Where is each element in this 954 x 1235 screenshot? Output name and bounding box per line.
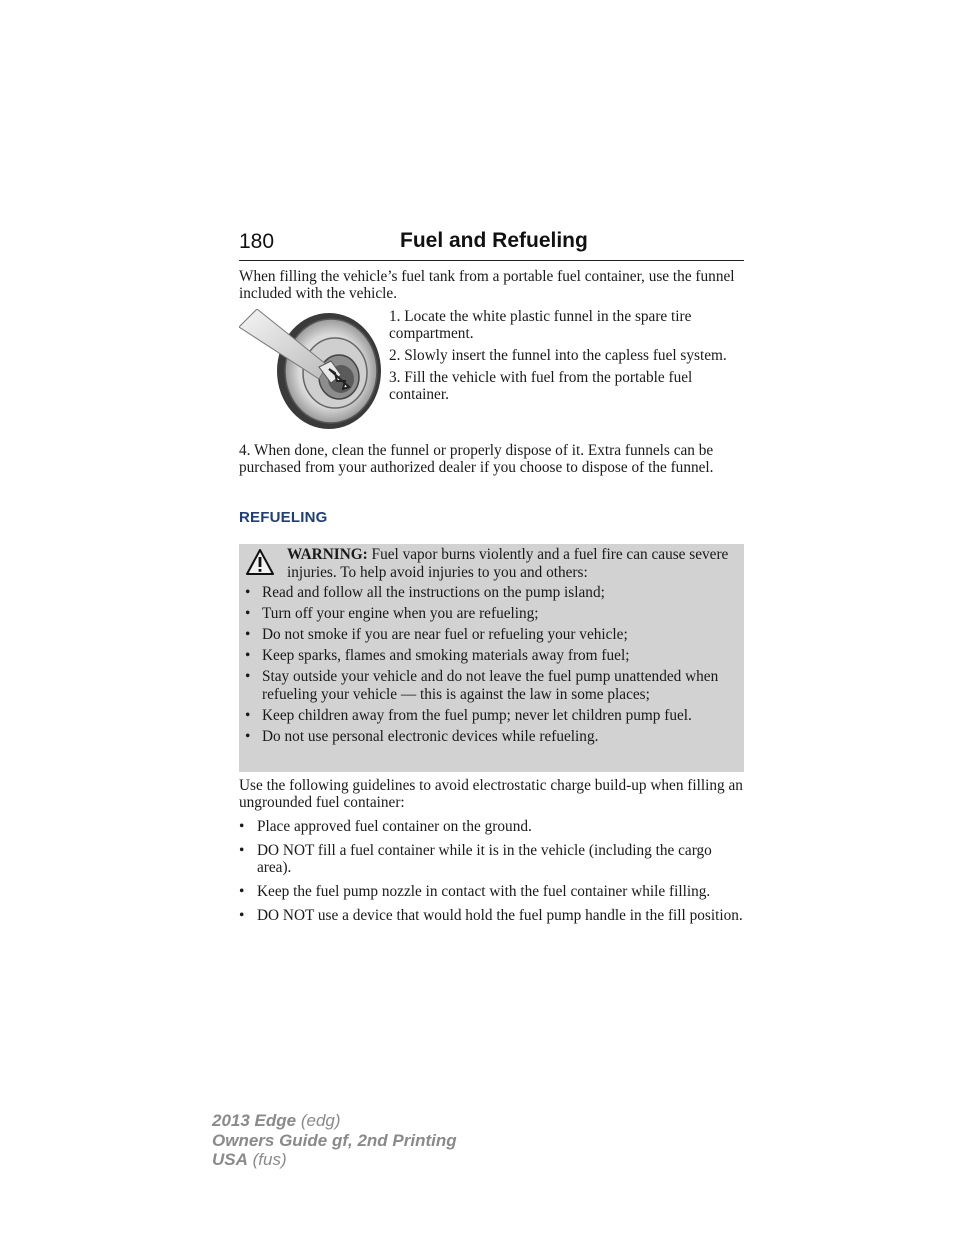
page-header <box>239 228 744 261</box>
footer-line-2: Owners Guide gf, 2nd Printing <box>212 1130 457 1150</box>
guideline-item: • Keep the fuel pump nozzle in contact with the fuel container while filling. <box>239 883 711 900</box>
bullet: • <box>239 842 245 859</box>
warning-item: • Turn off your engine when you are refueling; <box>245 605 539 622</box>
step-3: 3. Fill the vehicle with fuel from the portable fuel container. <box>389 369 693 403</box>
warning-item: • Keep sparks, flames and smoking materials away from fuel; <box>245 647 630 664</box>
bullet: • <box>245 626 251 643</box>
bullet: • <box>245 647 251 664</box>
bullet: • <box>239 883 245 900</box>
warning-triangle-icon <box>245 548 275 576</box>
footer-line-3: USA (fus) <box>212 1150 287 1169</box>
bullet: • <box>239 818 245 835</box>
warning-item: • Read and follow all the instructions on the pump island; <box>245 584 605 601</box>
step-4-paragraph: 4. When done, clean the funnel or properly dispose of it. Extra funnels can be purchased from your authorized dealer if you choose to dispose of the funnel. <box>239 442 714 476</box>
step-2: 2. Slowly insert the funnel into the capless fuel system. <box>389 347 727 364</box>
warning-item: • Do not smoke if you are near fuel or refueling your vehicle; <box>245 626 628 643</box>
page-footer <box>212 1111 457 1170</box>
bullet: • <box>245 668 251 685</box>
warning-box <box>239 544 744 772</box>
funnel-steps <box>389 308 744 408</box>
guidelines-list <box>239 818 744 931</box>
refueling-heading: REFUELING <box>239 509 328 526</box>
warning-item: • Do not use personal electronic devices while refueling. <box>245 728 599 745</box>
guidelines-intro: Use the following guidelines to avoid electrostatic charge build-up when filling an ungrounded fuel container: <box>239 777 743 811</box>
bullet: • <box>245 605 251 622</box>
bullet: • <box>245 584 251 601</box>
warning-item: • Stay outside your vehicle and do not leave the fuel pump unattended when refueling your vehicle — this is against the law in some places; <box>245 668 719 703</box>
guideline-item: • DO NOT use a device that would hold the fuel pump handle in the fill position. <box>239 907 743 924</box>
warning-list <box>245 584 740 749</box>
warning-item: • Keep children away from the fuel pump; never let children pump fuel. <box>245 707 692 724</box>
bullet: • <box>245 707 251 724</box>
bullet: • <box>245 728 251 745</box>
funnel-illustration-icon <box>239 309 382 431</box>
bullet: • <box>239 907 245 924</box>
warning-message: Fuel vapor burns violently and a fuel fire can cause severe injuries. To help avoid injuries to you and others: <box>287 546 729 581</box>
section-title: Fuel and Refueling <box>400 229 588 252</box>
warning-label: WARNING: <box>287 546 368 563</box>
intro-paragraph: When filling the vehicle’s fuel tank from a portable fuel container, use the funnel included with the vehicle. <box>239 268 735 302</box>
guideline-item: • DO NOT fill a fuel container while it is in the vehicle (including the cargo area). <box>239 842 712 876</box>
footer-line-1: 2013 Edge (edg) <box>212 1111 341 1130</box>
funnel-insertion-illustration <box>239 309 382 431</box>
page-number: 180 <box>239 230 275 253</box>
warning-text <box>287 546 737 582</box>
guideline-item: • Place approved fuel container on the ground. <box>239 818 532 835</box>
step-1: 1. Locate the white plastic funnel in the spare tire compartment. <box>389 308 692 342</box>
